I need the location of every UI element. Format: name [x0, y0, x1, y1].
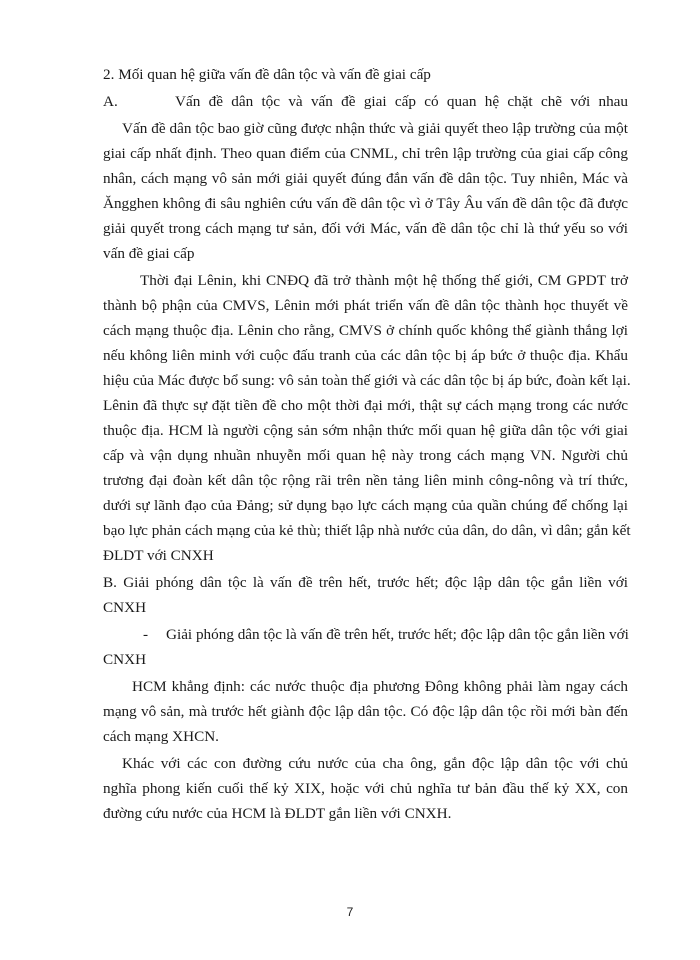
paragraph-line: hiệu của Mác được bổ sung: vô sản toàn thế giới và các dân tộc bị áp bức, đoàn kết lại.: [103, 372, 631, 389]
section-a-title: Vấn đề dân tộc và vấn đề giai cấp có quan hệ chặt chẽ với nhau: [175, 93, 628, 110]
paragraph-line: cách mạng XHCN.: [103, 728, 219, 745]
paragraph-line: bạo lực phản cách mạng của kẻ thù; thiết lập nhà nước của dân, do dân, vì dân; gắn kết: [103, 522, 631, 539]
section-b-heading: B. Giải phóng dân tộc là vấn đề trên hết, trước hết; độc lập dân tộc gắn liền với: [103, 574, 628, 591]
paragraph-line: giai cấp nhất định. Theo quan điểm của CNML, chỉ trên lập trường của giai cấp công: [103, 145, 628, 162]
paragraph-line: cấp và vận dụng nhuần nhuyễn mối quan hệ này trong cách mạng VN. Người chủ: [103, 447, 628, 464]
paragraph-line: trương đại đoàn kết dân tộc rộng rãi trên nền tảng liên minh công-nông và trí thức,: [103, 472, 628, 489]
paragraph-line: Ăngghen không đi sâu nghiên cứu vấn đề dân tộc vì ở Tây Âu vấn đề dân tộc đã được: [103, 195, 628, 212]
paragraph-line: Vấn đề dân tộc bao giờ cũng được nhận thức và giải quyết theo lập trường của một: [122, 120, 628, 137]
paragraph-line: nhân, cách mạng vô sản mới giải quyết đúng đắn vấn đề dân tộc. Tuy nhiên, Mác và: [103, 170, 628, 187]
paragraph-line: mạng vô sản, mà trước hết giành độc lập dân tộc. Có độc lập dân tộc rồi mới bàn đến: [103, 703, 628, 720]
paragraph-line: Khác với các con đường cứu nước của cha ông, gắn độc lập dân tộc với chủ: [122, 755, 628, 772]
paragraph-line: đường cứu nước của HCM là ĐLDT gắn liền với CNXH.: [103, 805, 452, 822]
paragraph-line: Lênin đã thực sự đặt tiền đề cho một thời đại mới, thật sự cách mạng trong các nước: [103, 397, 628, 414]
paragraph-line: thành bộ phận của CMVS, Lênin mới phát triển vấn đề dân tộc thành học thuyết về: [103, 297, 628, 314]
paragraph-line: nếu không liên minh với cuộc đấu tranh của các dân tộc bị áp bức ở thuộc địa. Khẩu: [103, 347, 628, 364]
paragraph-line: Thời đại Lênin, khi CNĐQ đã trở thành một hệ thống thế giới, CM GPDT trở: [140, 272, 628, 289]
paragraph-line: cách mạng thuộc địa. Lênin cho rằng, CMVS ở chính quốc không thể giành thắng lợi: [103, 322, 628, 339]
bullet-marker: -: [143, 626, 149, 643]
paragraph-line: vấn đề giai cấp: [103, 245, 195, 262]
page-number: 7: [346, 905, 354, 919]
bullet-text: CNXH: [103, 651, 147, 668]
bullet-text: Giải phóng dân tộc là vấn đề trên hết, trước hết; độc lập dân tộc gắn liền với: [166, 626, 629, 643]
paragraph-line: nghĩa phong kiến cuối thế kỷ XIX, hoặc với chủ nghĩa tư bản đầu thế kỷ XX, con: [103, 780, 628, 797]
paragraph-line: ĐLDT với CNXH: [103, 547, 214, 564]
section-a-marker: A.: [103, 93, 118, 110]
section-b-heading: CNXH: [103, 599, 147, 616]
paragraph-line: HCM khẳng định: các nước thuộc địa phương Đông không phải làm ngay cách: [132, 678, 628, 695]
paragraph-line: thuộc địa. HCM là người cộng sản sớm nhận thức mối quan hệ giữa dân tộc với giai: [103, 422, 628, 439]
section-heading: 2. Mối quan hệ giữa vấn đề dân tộc và vấn đề giai cấp: [103, 66, 431, 83]
paragraph-line: giải quyết trong cách mạng tư sản, đối với Mác, vấn đề dân tộc chỉ là thứ yếu so với: [103, 220, 628, 237]
paragraph-line: dưới sự lãnh đạo của Đảng; sử dụng bạo lực cách mạng của quần chúng để chống lại: [103, 497, 628, 514]
